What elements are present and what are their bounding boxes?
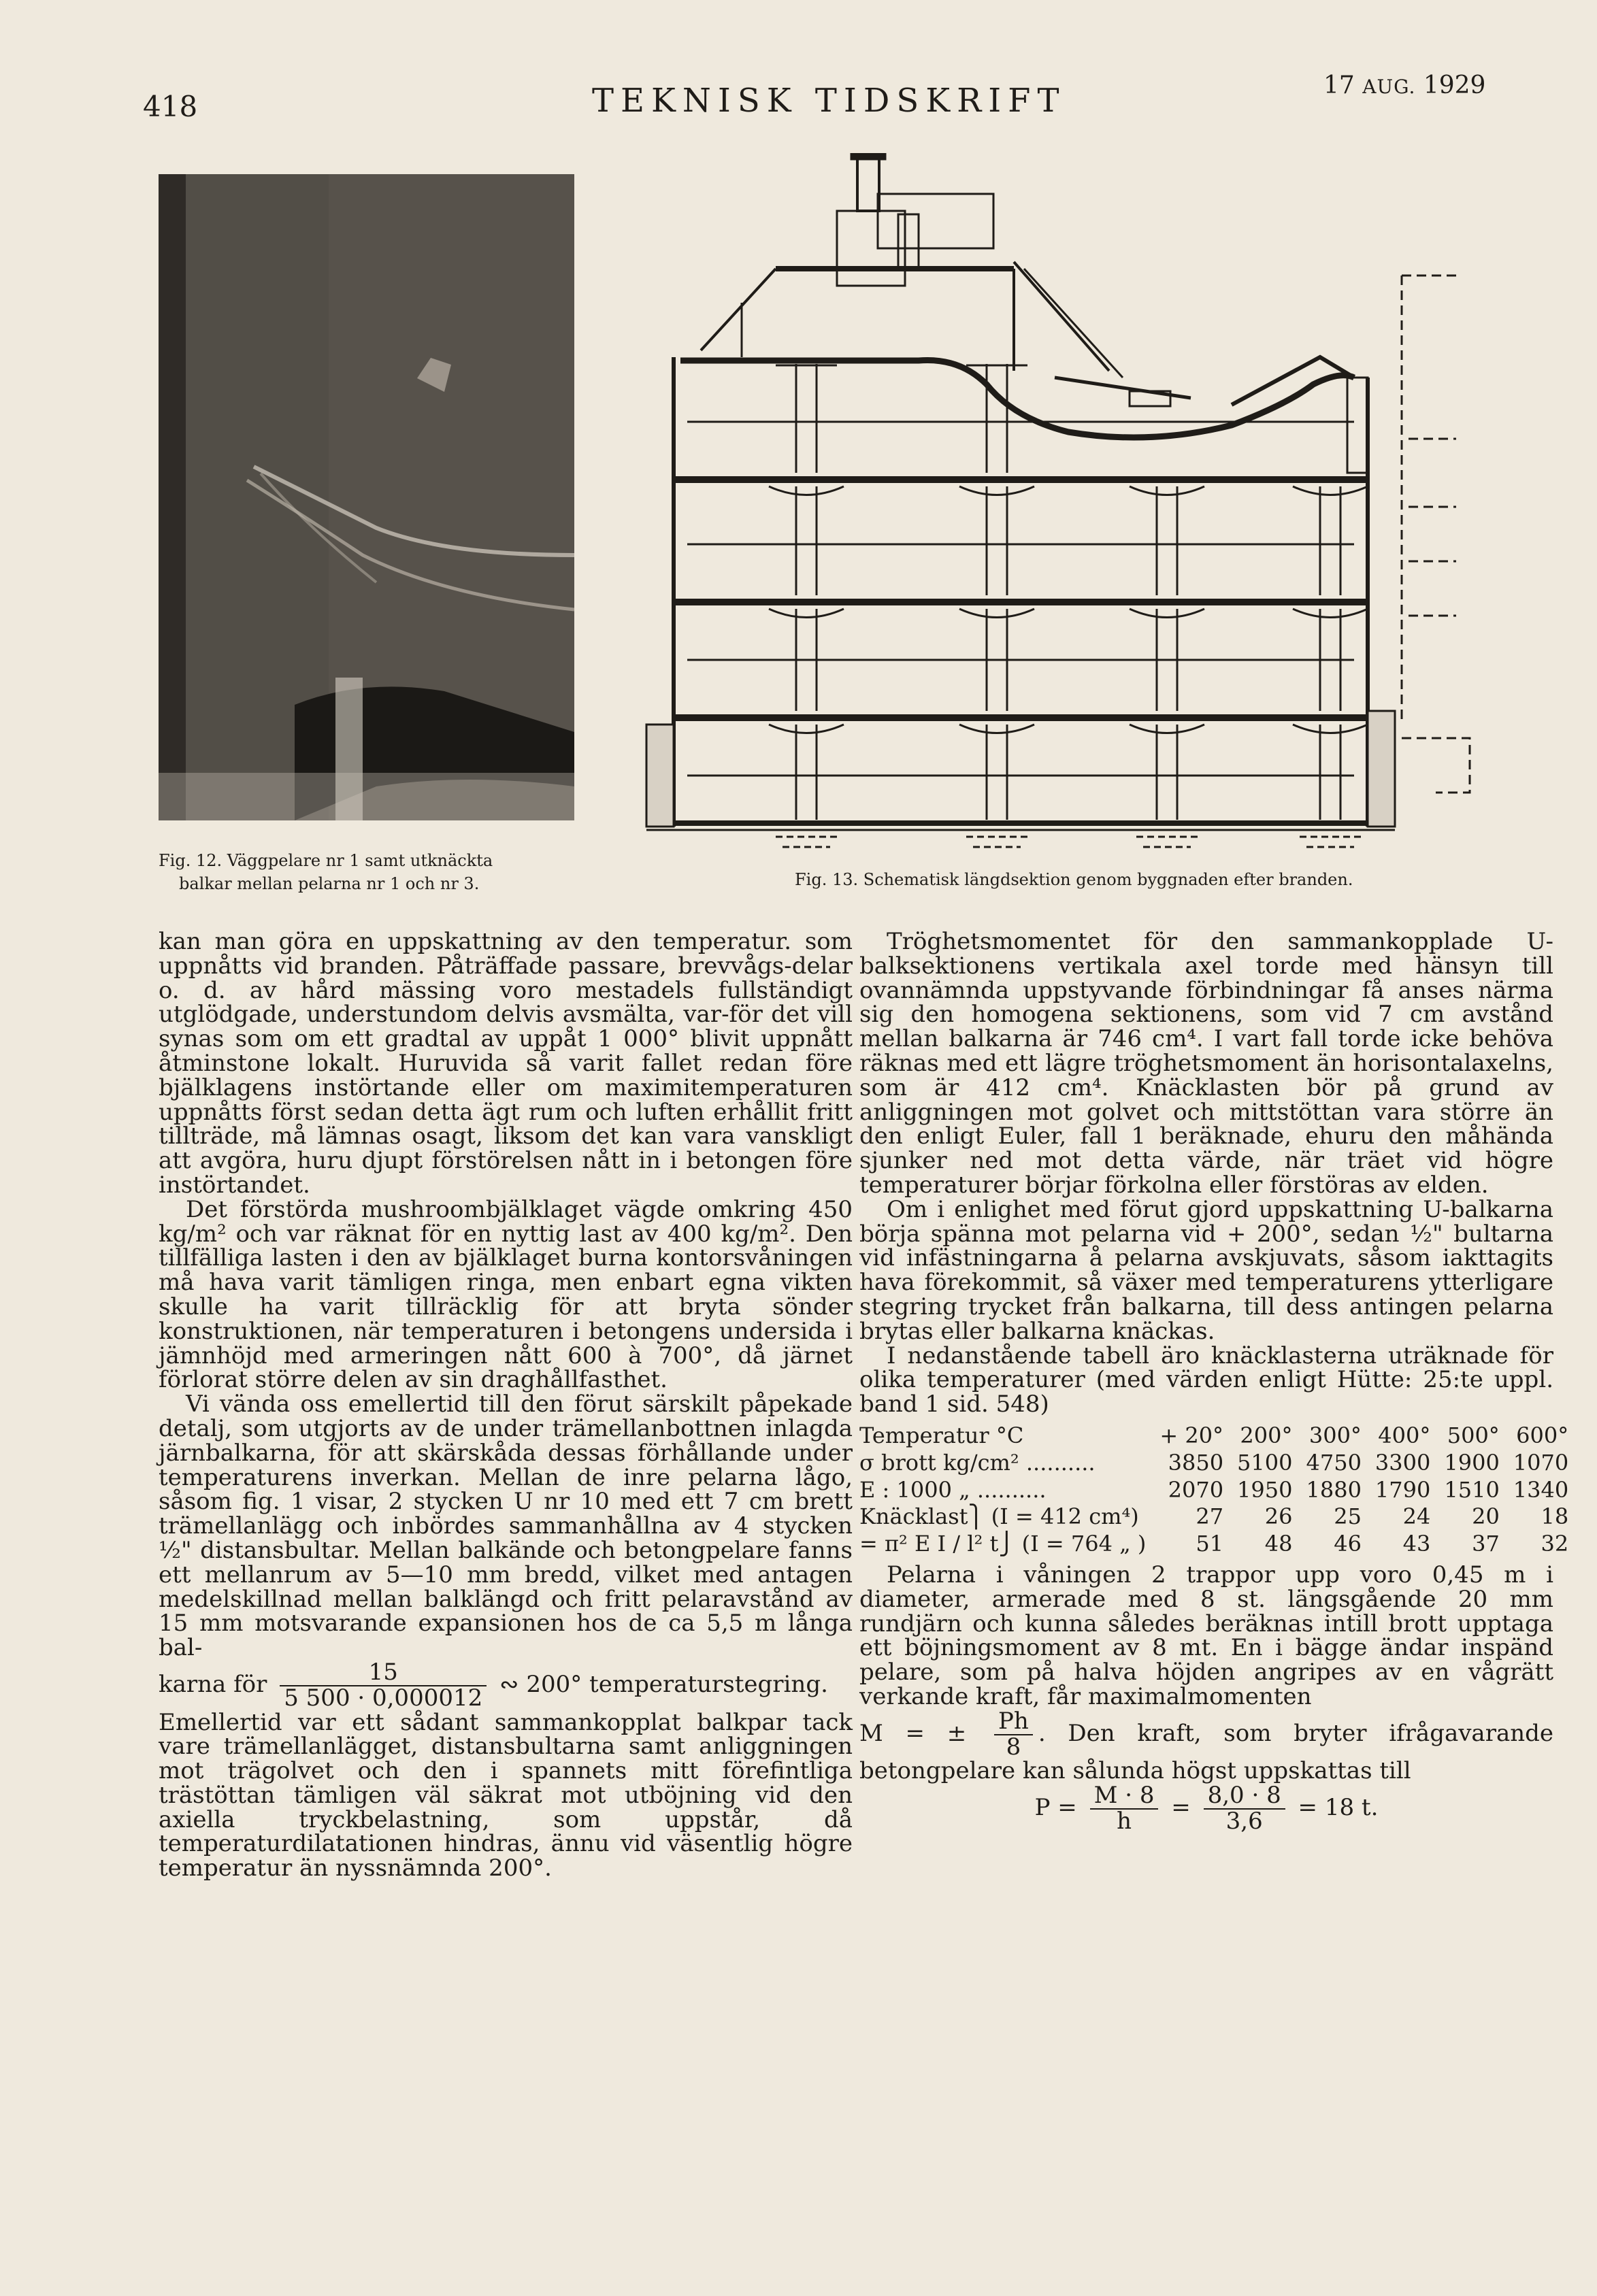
table-cell: 48 — [1264, 1531, 1293, 1557]
right-column — [859, 928, 1569, 1835]
table-cell: 1900 — [1444, 1449, 1500, 1476]
formula-numerator: 15 — [280, 1661, 487, 1686]
table-cell: 5100 — [1237, 1449, 1293, 1476]
moment-fraction — [994, 1707, 1033, 1761]
table-cell: 4750 — [1306, 1449, 1362, 1476]
left-paragraph-3: Vi vända oss emellertid till den förut särskilt påpekade detalj, som utgjorts av de under trämellanbottnen inlagda järnbalkarna, för att skärskåda dessas förhållande under temperaturens inverkan. Mellan de inre pelarna lågo, såsom fig. 1 visar, 2 stycken U nr 10 med ett 7 cm brett trämellanlägg och inbördes sammanhållna av 4 stycken ½" distansbultar. Mellan balkände och betongpelare fanns ett mellanrum av 5—10 mm bredd, vilket med antagen medelskillnad mellan balklängd och fritt pelaravstånd av 15 mm motsvarande expansionen hos de ca 5,5 m långa bal- — [159, 1391, 853, 1662]
table-cell: Knäcklast⎫ (I = 412 cm⁴) — [859, 1503, 1139, 1530]
table-row-sigma — [859, 1450, 1575, 1477]
moment-text: . Den kraft, som bryter ifrågavarande betongpelare kan sålunda högst uppskattas till — [859, 1719, 1554, 1785]
formula-pre: karna för — [159, 1670, 267, 1698]
table-cell: 26 — [1264, 1503, 1293, 1530]
date-year: 1929 — [1423, 71, 1486, 99]
table-cell: 32 — [1541, 1531, 1569, 1557]
formula-denominator: 5 500 · 0,000012 — [284, 1684, 483, 1712]
left-paragraph-4: Emellertid var ett sådant sammankopplat balkpar tack vare trämellanlägget, distansbultarna samt anliggningen mot trägolvet och den i spannets mitt förefintliga trästöttan tämligen väl säkrat mot utböjning vid den axiella tryckbelastning, som uppstår, då temperaturdilatationen hindras, ännu vid väsentlig högre temperatur än nyssnämnda 200°. — [159, 1708, 853, 1882]
table-cell: 46 — [1334, 1531, 1362, 1557]
fig12-caption-line1: Fig. 12. Väggpelare nr 1 samt utknäckta — [159, 851, 493, 870]
table-cell: 3300 — [1374, 1449, 1431, 1476]
fig13-section-diagram — [633, 153, 1565, 861]
right-paragraph-4: Pelarna i våningen 2 trappor upp voro 0,45 m i diameter, armerade med 8 st. längsgående 20 mm rundjärn och kunna således beräknas intill brott upptaga ett böjningsmoment av 8 mt. En i bägge ändar inspänd pelare, som på halva höjden angripes av en vågrätt verkande kraft, får maximalmomenten — [859, 1561, 1553, 1710]
left-paragraph-2: Det förstörda mushroombjälklaget vägde omkring 450 kg/m² och var räknat för en nyttig last av 400 kg/m². Den tillfälliga lasten i den av bjälklaget burna kontorsvåningen må hava varit tämligen ringa, men enbart egna vikten skulle ha varit tillräcklig för att bryta sönder konstruktionen, när temperaturen i betongens undersida i jämnhöjd med armeringen nått 600 à 700°, då järnet förlorat större delen av sin draghållfasthet. — [159, 1195, 853, 1394]
table-cell: Temperatur °C — [859, 1422, 1024, 1448]
table-cell: 27 — [1196, 1503, 1224, 1530]
force-equals: = — [1171, 1793, 1191, 1821]
table-cell: E : 1000 „ .......... — [859, 1476, 1047, 1503]
left-column — [159, 930, 853, 1881]
formula-fraction — [280, 1658, 487, 1712]
table-cell: 1510 — [1444, 1476, 1500, 1503]
expansion-formula — [159, 1658, 853, 1712]
right-paragraph-1: Tröghetsmomentet för den sammankopplade U-balksektionens vertikala axel torde med hänsyn till ovannämnda uppstyvande förbindningar få anses närma sig den homogena sektionens, som vid 7 cm avstånd mellan balkarna är 746 cm⁴. I vart fall torde icke behöva räknas med ett lägre tröghetsmoment än horisontalaxelns, som är 412 cm⁴. Knäcklasten bör på grund av anliggningen mot golvet och mittstöttan vara större än den enligt Euler, fall 1 beräknade, ehuru den måhända sjunker ned mot detta värde, när träet vid högre temperaturer börjar förkolna eller förstöras av elden. — [859, 928, 1553, 1199]
force-lhs: P = — [1034, 1793, 1077, 1821]
table-cell: σ brott kg/cm² .......... — [859, 1449, 1096, 1476]
table-row-knacklast-764 — [859, 1531, 1575, 1558]
table-cell: 43 — [1402, 1531, 1431, 1557]
fig13-caption: Fig. 13. Schematisk längdsektion genom byggnaden efter branden. — [795, 870, 1353, 889]
table-row-temperature — [859, 1422, 1575, 1450]
table-cell: 300° — [1308, 1422, 1362, 1448]
table-cell: 400° — [1378, 1422, 1431, 1448]
table-cell: = π² E I / l² t⎭ (I = 764 „ ) — [859, 1531, 1147, 1557]
formula-post: ∾ 200° temperaturstegring. — [499, 1670, 828, 1698]
left-paragraph-1: kan man göra en uppskattning av den temperatur. som uppnåtts vid branden. Påträffade passare, brevvågs-delar o. d. av hård mässing voro mestadels fullständigt utglödgade, understundom delvis avsmälta, var-för det vill synas som om ett gradtal av uppåt 1 000° blivit uppnått åtminstone lokalt. Huruvida så varit fallet redan före bjälklagens instörtande eller om maximitemperaturen uppnåtts först sedan detta ägt rum och luften erhållit fritt tillträde, må lämnas osagt, liksom det kan vara vanskligt att avgöra, huru djupt förstörelsen nått in i betongen före instörtandet. — [159, 928, 853, 1199]
date-month: AUG. — [1362, 76, 1416, 98]
issue-date — [1323, 71, 1485, 99]
moment-lhs: M = ± — [859, 1719, 967, 1747]
force-f2-denominator: 3,6 — [1225, 1807, 1263, 1835]
table-row-knacklast-412 — [859, 1503, 1575, 1531]
table-row-e — [859, 1477, 1575, 1504]
right-paragraph-3: I nedanstående tabell äro knäcklasterna uträknade för olika temperaturer (med värden enligt Hütte: 25:te uppl. band 1 sid. 548) — [859, 1342, 1553, 1418]
right-paragraph-2: Om i enlighet med förut gjord uppskattning U-balkarna börja spänna mot pelarna vid + 200°, sedan ½" bultarna vid infästningarna å pelarna avskjuvats, såsom iakttagits hava förekommit, så växer med temperaturens ytterligare stegring trycket från balkarna, till dess antingen pelarna brytas eller balkarna knäckas. — [859, 1195, 1553, 1345]
table-cell: 51 — [1196, 1531, 1224, 1557]
table-cell: 200° — [1240, 1422, 1293, 1448]
fig12-photo — [159, 174, 574, 820]
table-cell: 3850 — [1168, 1449, 1224, 1476]
table-cell: 500° — [1447, 1422, 1500, 1448]
fig12-caption — [159, 849, 594, 895]
table-cell: 1070 — [1513, 1449, 1569, 1476]
journal-title: TEKNISK TIDSKRIFT — [592, 82, 1066, 120]
table-cell: 18 — [1541, 1503, 1569, 1530]
fig12-caption-line2: balkar mellan pelarna nr 1 och nr 3. — [179, 874, 480, 893]
table-cell: 1790 — [1374, 1476, 1431, 1503]
table-cell: 1880 — [1306, 1476, 1362, 1503]
table-cell: 600° — [1516, 1422, 1569, 1448]
table-cell: 1340 — [1513, 1476, 1569, 1503]
table-cell: + 20° — [1159, 1422, 1224, 1448]
force-f1-numerator: M · 8 — [1090, 1784, 1159, 1810]
page-number: 418 — [143, 90, 198, 123]
date-day: 17 — [1323, 71, 1355, 99]
table-cell: 37 — [1472, 1531, 1500, 1557]
moment-numerator: Ph — [994, 1710, 1033, 1735]
force-fraction-1 — [1090, 1784, 1159, 1834]
force-formula — [859, 1784, 1553, 1834]
table-cell: 24 — [1402, 1503, 1431, 1530]
table-cell: 20 — [1472, 1503, 1500, 1530]
moment-formula — [859, 1707, 1554, 1785]
moment-denominator: 8 — [1006, 1733, 1021, 1761]
force-result: = 18 t. — [1298, 1793, 1379, 1821]
table-cell: 25 — [1334, 1503, 1362, 1530]
table-cell: 2070 — [1168, 1476, 1224, 1503]
force-f1-denominator: h — [1117, 1807, 1132, 1835]
force-fraction-2 — [1204, 1784, 1285, 1834]
force-f2-numerator: 8,0 · 8 — [1204, 1784, 1285, 1810]
table-cell: 1950 — [1237, 1476, 1293, 1503]
buckling-load-table — [859, 1422, 1575, 1558]
